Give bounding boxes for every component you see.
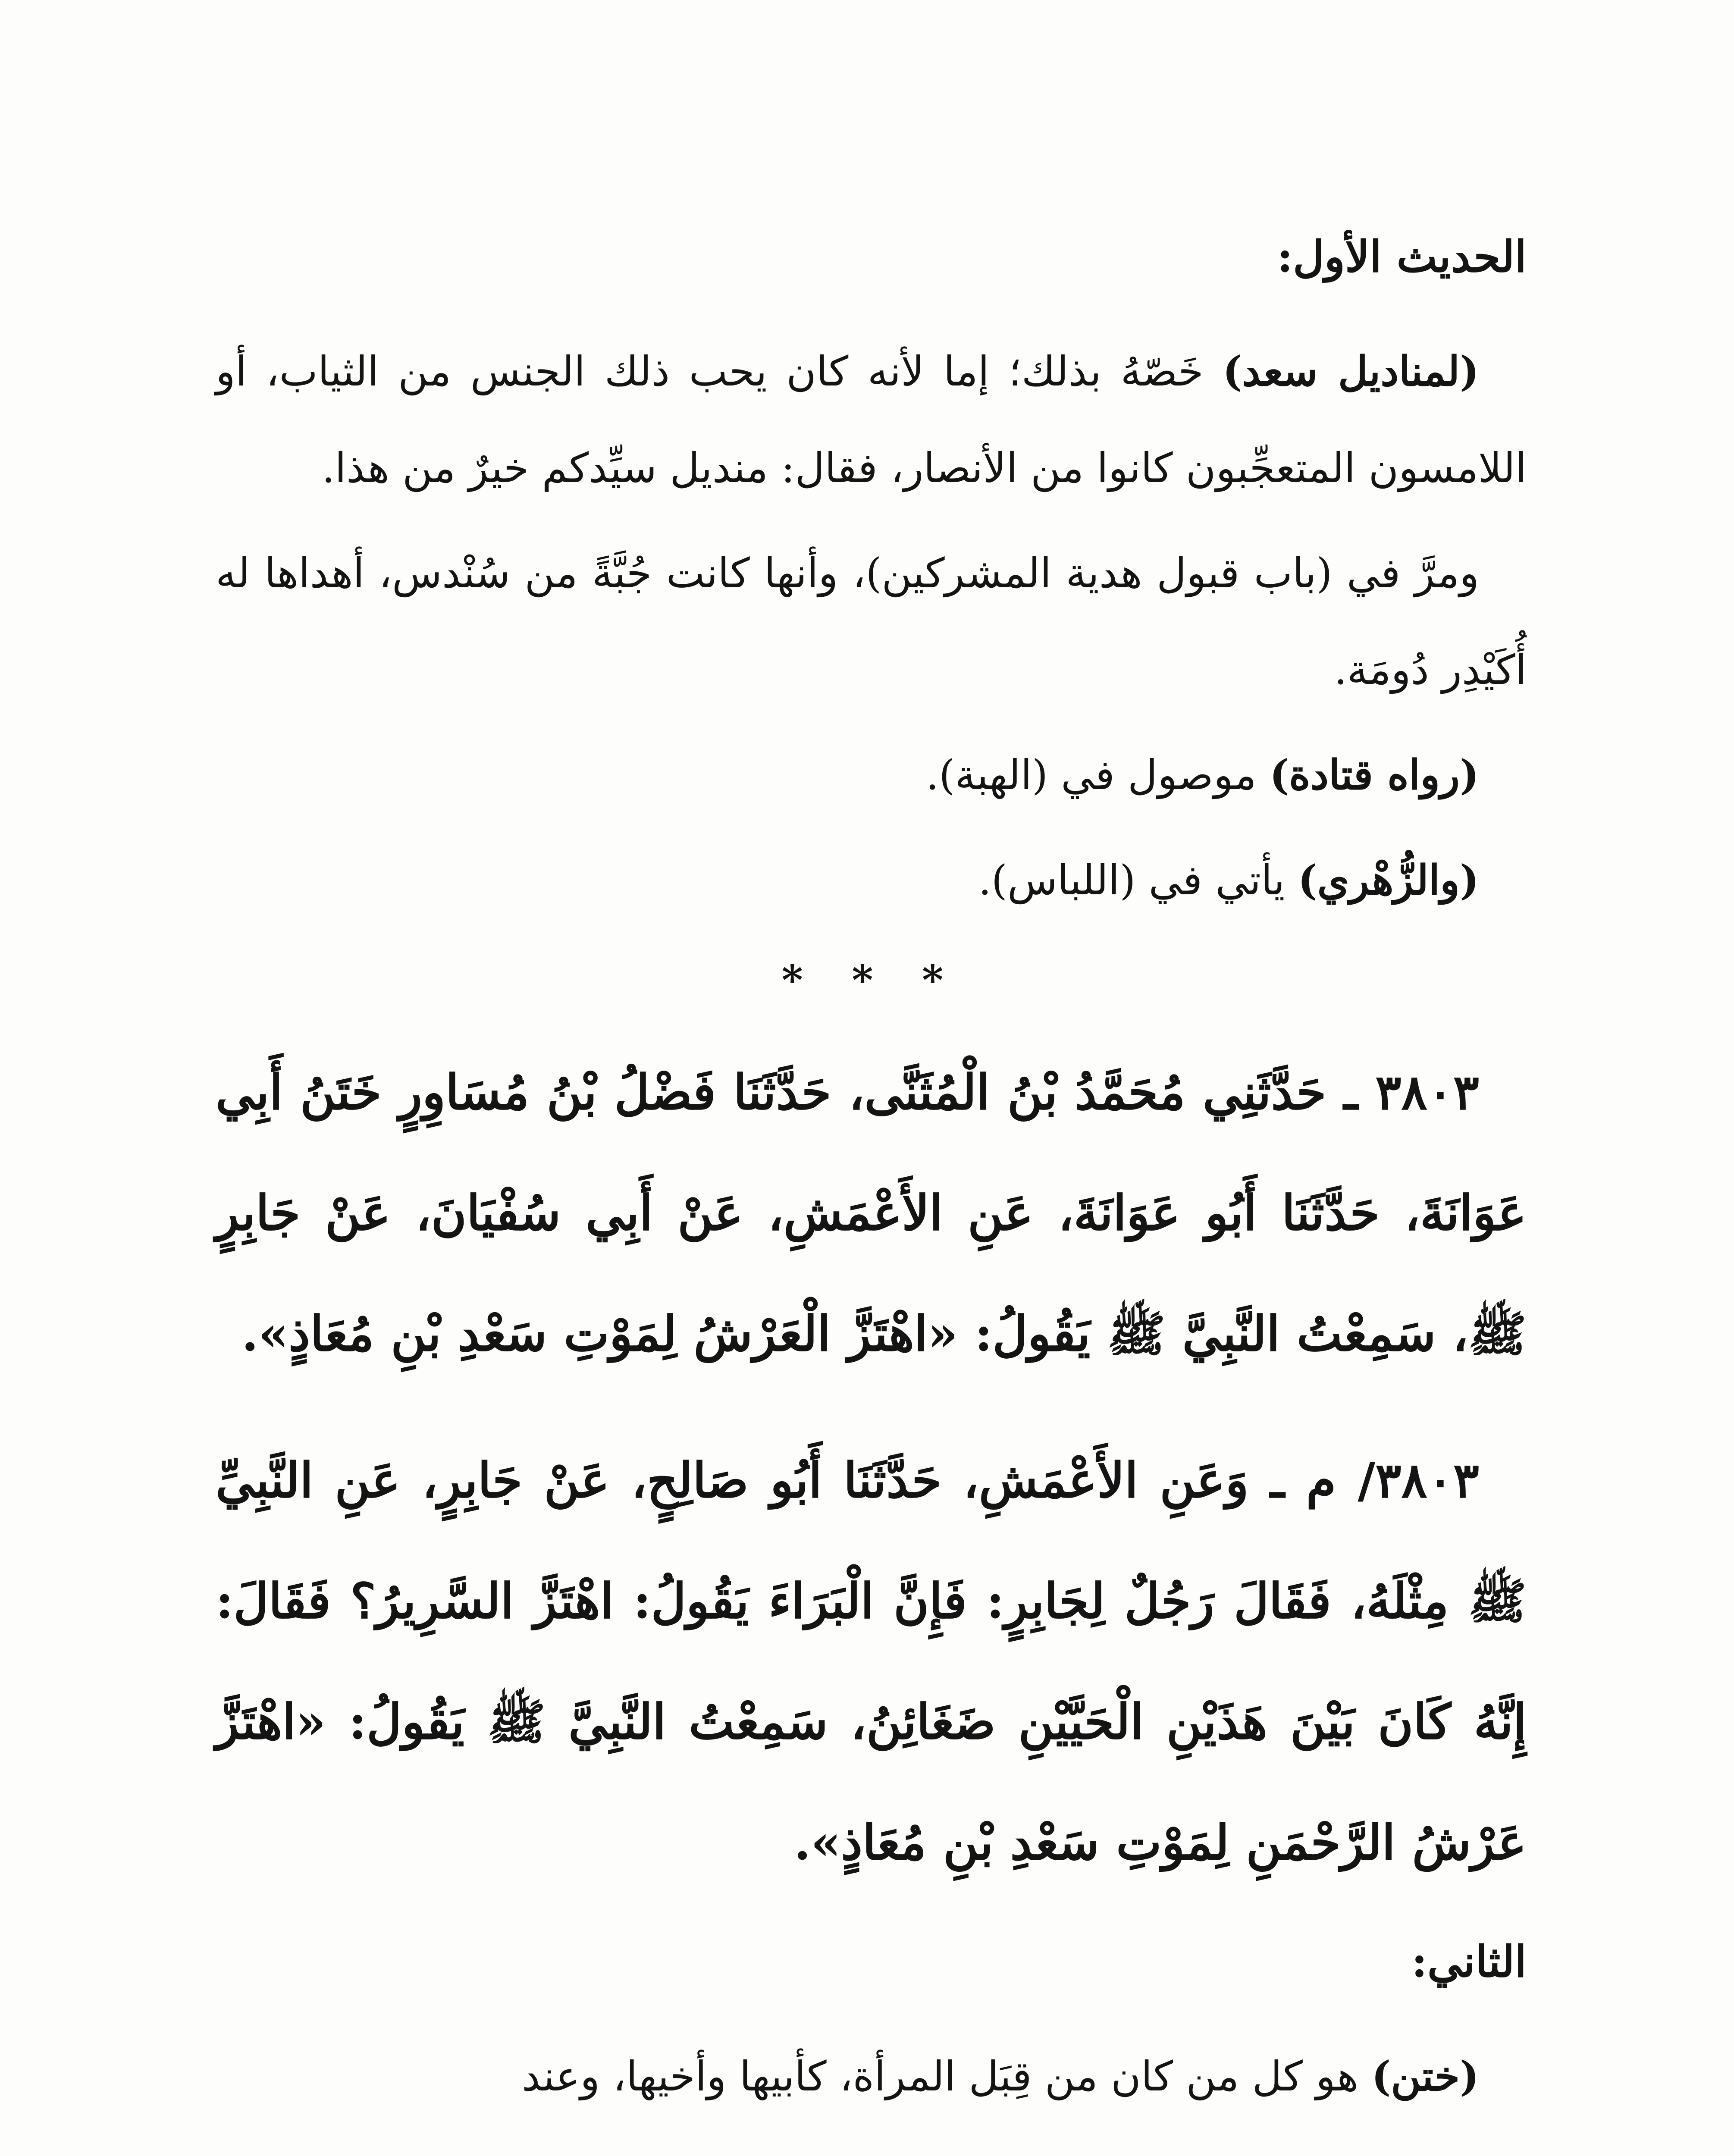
commentary-text: هو كل من كان من قِبَل المرأة، كأبيها وأخيها، وعند bbox=[522, 2053, 1372, 2100]
commentary-paragraph: ومرَّ في (باب قبول هدية المشركين)، وأنها كانت جُبَّةً من سُنْدس، أهداها له أُكَيْدِر دُومَة. bbox=[216, 550, 1527, 694]
quoted-term: (لمناديل سعد) bbox=[1223, 348, 1479, 395]
hadith-text: ٣٨٠٣ ـ حَدَّثَنِي مُحَمَّدُ بْنُ الْمُثَنَّى، حَدَّثَنَا فَضْلُ بْنُ مُسَاوِرٍ خَتَنُ أَبِي عَوَانَةَ، حَدَّثَنَا أَبُو عَوَانَةَ، عَنِ الأَعْمَشِ، عَنْ أَبِي سُفْيَانَ، عَنْ جَابِرٍ ﷺ، سَمِعْتُ النَّبِيَّ ﷺ يَقُولُ: «اهْتَزَّ الْعَرْشُ لِمَوْتِ سَعْدِ بْنِ مُعَاذٍ». bbox=[216, 1064, 1527, 1362]
heading-second: الثاني: bbox=[1411, 1936, 1527, 1987]
commentary-text: موصول في (الهبة). bbox=[926, 752, 1270, 799]
commentary-text: خَصّهُ بذلك؛ إما لأنه كان يحب ذلك الجنس من الثياب، أو اللامسون المتعجِّبون كانوا من الأنصار، فقال: منديل سيِّدكم خيرٌ من هذا. bbox=[216, 348, 1527, 492]
heading-first-hadith: الحديث الأول: bbox=[1277, 231, 1527, 282]
commentary-paragraph bbox=[216, 832, 1527, 929]
hadith-text: ٣٨٠٣/ م ـ وَعَنِ الأَعْمَشِ، حَدَّثَنَا أَبُو صَالِحٍ، عَنْ جَابِرٍ، عَنِ النَّبِيِّ ﷺ مِثْلَهُ، فَقَالَ رَجُلٌ لِجَابِرٍ: فَإِنَّ الْبَرَاءَ يَقُولُ: اهْتَزَّ السَّرِيرُ؟ فَقَالَ: إِنَّهُ كَانَ بَيْنَ هَذَيْنِ الْحَيَّيْنِ ضَغَائِنُ، سَمِعْتُ النَّبِيَّ ﷺ يَقُولُ: «اهْتَزَّ عَرْشُ الرَّحْمَنِ لِمَوْتِ سَعْدِ بْنِ مُعَاذٍ». bbox=[216, 1452, 1527, 1871]
commentary-paragraph bbox=[216, 727, 1527, 824]
commentary-paragraph bbox=[216, 323, 1527, 517]
quoted-term: (رواه قتادة) bbox=[1270, 751, 1479, 799]
commentary-paragraph bbox=[216, 2028, 1527, 2125]
page-content bbox=[216, 224, 1527, 2156]
quoted-term: (ختن) bbox=[1371, 2053, 1479, 2100]
section-separator: * * * bbox=[781, 956, 961, 1004]
commentary-text: يأتي في (اللباس). bbox=[978, 857, 1298, 904]
quoted-term: (والزُّهْري) bbox=[1298, 856, 1479, 904]
